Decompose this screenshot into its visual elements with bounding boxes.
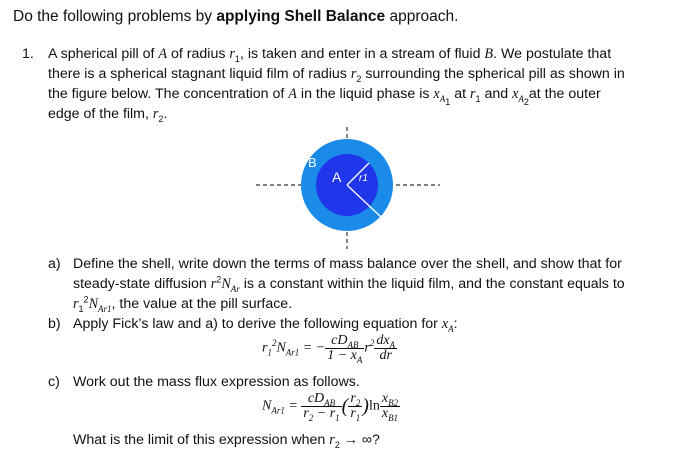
label-b: B bbox=[308, 155, 317, 170]
label-r1: r1 bbox=[359, 173, 368, 184]
part-c-line-2: What is the limit of this expression when $r_2$ → ∞? bbox=[73, 432, 380, 450]
part-b-label: b) bbox=[48, 316, 61, 332]
part-a-line-1: Define the shell, write down the terms of mass balance over the shell, and show that for bbox=[73, 256, 622, 272]
label-a: A bbox=[332, 169, 342, 185]
equation-2: $N_{Ar1}$ = $\frac{cD_{AB}}{r_2 - r_1}$ ( $\frac{r_2}{r_1}$ )ln $\frac{x_{B2}}{x_{B1}}$ bbox=[262, 391, 399, 423]
part-c-label: c) bbox=[48, 374, 60, 390]
problem-number: 1. bbox=[22, 46, 34, 62]
page-heading: Do the following problems by applying Shell Balance approach. bbox=[13, 8, 459, 25]
problem-line-3: the figure below. The concentration of A in the liquid phase is $x_{A_1}$ at $r_1$ and $x_{A_2}at$ the outer bbox=[48, 86, 601, 107]
part-b-line-1: Apply Fick’s law and a) to derive the following equation for $x_A$: bbox=[73, 316, 458, 334]
part-a-label: a) bbox=[48, 256, 61, 272]
equation-1: $r_1^2N_{Ar1}$ = − $\frac{cD_{AB}}{1 - x_A}$ $r^2$ $\frac{dx_A}{dr}$ bbox=[262, 333, 396, 365]
part-c-line-1: Work out the mass flux expression as follows. bbox=[73, 374, 360, 390]
problem-line-4: edge of the film, $r_2$. bbox=[48, 106, 168, 124]
part-a-line-2: steady-state diffusion $r^2N_{Ar}$ is a constant within the liquid film, and the constant equals to bbox=[73, 274, 625, 294]
spherical-pill-figure bbox=[250, 125, 450, 250]
label-r2: r2 bbox=[384, 208, 393, 219]
problem-line-1: A spherical pill of A of radius $r_1$, is taken and enter in a stream of fluid B. We postulate that bbox=[48, 46, 612, 64]
problem-line-2: there is a spherical stagnant liquid film of radius $r_2$ surrounding the spherical pill as shown in bbox=[48, 66, 625, 84]
part-a-line-3: $r_1^2N_{Ar1}$, the value at the pill surface. bbox=[73, 294, 293, 314]
